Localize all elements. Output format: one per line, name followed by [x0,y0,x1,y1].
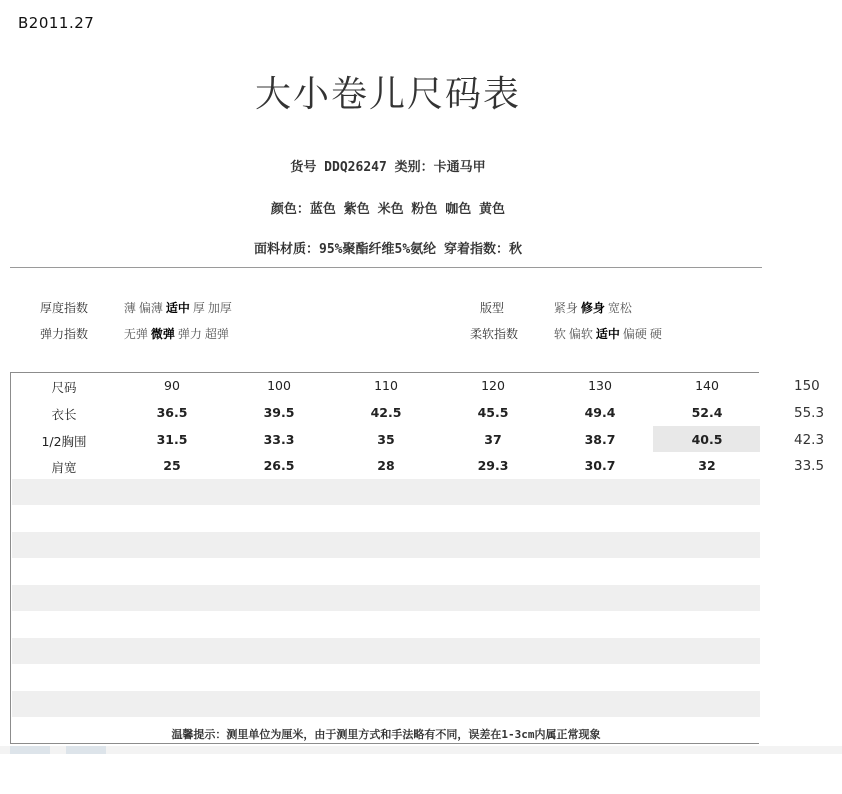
product-code: B2011.27 [18,14,95,32]
table-cell: 39.5 [263,405,295,420]
option: 紧身 [553,301,578,315]
table-cell: 26.5 [263,458,295,473]
size-header: 90 [164,378,180,393]
size-header: 110 [374,378,398,393]
table-cell: 28 [377,458,395,473]
table-cell: 25 [163,458,181,473]
row-label: 衣长 [51,407,77,422]
option: 偏薄 [138,301,163,315]
divider [10,267,762,268]
table-cell: 42.5 [370,405,402,420]
option: 硬 [649,327,662,341]
fit-options [554,301,635,315]
option: 无弹 [123,327,148,341]
table-cell: 37 [484,432,502,447]
thickness-index [40,299,235,316]
extra-cell: 33.5 [794,458,825,474]
table-cell: 30.7 [584,458,616,473]
option: 宽松 [607,301,632,315]
sheet-tabs-strip [0,746,842,754]
size-header: 100 [267,378,291,393]
option: 软 [553,327,566,341]
table-cell: 29.3 [477,458,509,473]
table-cell: 38.7 [584,432,616,447]
empty-row [12,506,760,532]
table-cell: 33.3 [263,432,295,447]
measurement-note: 温馨提示：测里单位为厘米，由于测里方式和手法略有不同，误差在1-3cm内属正常现象 [171,728,601,741]
row-label: 肩宽 [51,460,77,475]
softness-label: 柔软指数 [470,327,519,341]
table-cell: 49.4 [584,405,616,420]
thickness-options [124,301,235,315]
size-header: 140 [695,378,719,393]
elasticity-label: 弹力指数 [40,327,89,341]
extra-cell: 42.3 [794,432,825,448]
option: 微弹 [150,327,175,341]
option: 适中 [165,301,190,315]
fit-label: 版型 [480,301,505,315]
row-label: 1/2胸围 [41,434,87,449]
empty-row [12,479,760,505]
table-cell: 45.5 [477,405,509,420]
extra-cell: 55.3 [794,405,825,421]
option: 加厚 [207,301,232,315]
size-header: 130 [588,378,612,393]
item-number-category: 货号 DDQ26247 类别：卡通马甲 [290,160,486,175]
page-title: 大小卷儿尺码表 [254,74,521,115]
option: 弹力 [177,327,202,341]
extra-size-header: 150 [794,378,820,394]
thickness-label: 厚度指数 [40,301,89,315]
table-cell: 35 [377,432,395,447]
softness-index [470,325,665,342]
table-cell: 36.5 [156,405,188,420]
color-options: 颜色：蓝色 紫色 米色 粉色 咖色 黄色 [270,202,506,217]
option: 偏硬 [622,327,647,341]
option: 偏软 [568,327,593,341]
empty-row [12,691,760,717]
table-cell: 52.4 [691,405,723,420]
header-label: 尺码 [51,380,77,395]
table-cell: 40.5 [691,432,723,447]
material-season: 面料材质：95%聚酯纤维5%氨纶 穿着指数：秋 [254,242,522,257]
option: 适中 [595,327,620,341]
option: 超弹 [204,327,229,341]
empty-row [12,638,760,664]
softness-options [554,327,665,341]
table-cell: 32 [698,458,716,473]
sheet-tab[interactable] [10,746,50,754]
elasticity-options [124,327,232,341]
option: 修身 [580,301,605,315]
elasticity-index [40,325,232,342]
option: 薄 [123,301,136,315]
empty-row [12,532,760,558]
sheet-tab[interactable] [66,746,106,754]
fit-type [480,299,635,316]
empty-row [12,665,760,691]
option: 厚 [192,301,205,315]
empty-row [12,559,760,585]
table-cell: 31.5 [156,432,188,447]
size-header: 120 [481,378,505,393]
empty-row [12,612,760,638]
empty-row [12,585,760,611]
